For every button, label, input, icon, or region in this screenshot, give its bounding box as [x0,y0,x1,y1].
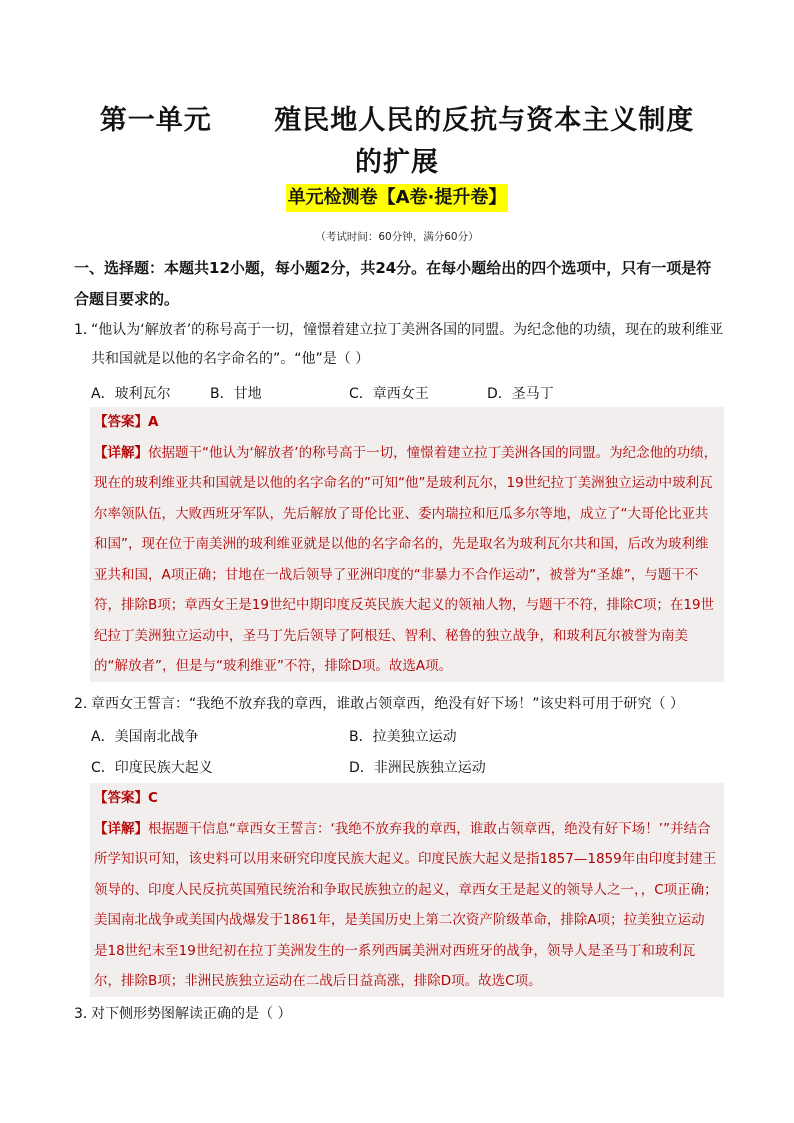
detail-paragraph [94,438,718,682]
answer-tag: 【答案】 [94,414,148,430]
answer-line [94,407,718,438]
answer-block-1 [90,407,724,682]
exam-time-note: （考试时间：60分钟，满分60分） [315,231,479,243]
page-title-line-1: 第一单元 殖民地人民的反抗与资本主义制度 [99,105,695,136]
question-number: 2． [74,696,97,712]
detail-tag: 【详解】 [94,820,148,837]
page-title-line-2: 的扩展 [355,147,439,178]
detail-tag: 【详解】 [94,444,148,461]
detail-paragraph [94,814,718,997]
question-2 [74,690,724,719]
option-a: A．美国南北战争 [91,729,199,745]
option-b: B．甘地 [210,386,262,402]
option-c: C．章西女王 [349,386,429,402]
question-stem: 对下侧形势图解读正确的是（ ） [91,1006,292,1022]
section-heading: 一、选择题：本题共12小题，每小题2分，共24分。在每小题给出的四个选项中，只有一项是符合题目要求的。 [74,259,712,308]
answer-line [94,783,718,814]
question-3 [74,1000,724,1029]
question-1 [74,316,724,374]
option-b: B．拉美独立运动 [349,729,457,745]
answer-value: A [148,414,159,430]
answer-tag: 【答案】 [94,790,148,806]
option-d: D．圣马丁 [487,386,554,402]
option-d: D．非洲民族独立运动 [349,760,486,776]
question-stem: 章西女王誓言：“我绝不放弃我的章西，谁敢占领章西，绝没有好下场！”该史料可用于研究（ ） [91,696,684,712]
question-number: 1． [74,322,97,338]
answer-block-2 [90,783,724,997]
question-stem: “他认为‘解放者’的称号高于一切，憧憬着建立拉丁美洲各国的同盟。为纪念他的功绩，现在的玻利维亚共和国就是以他的名字命名的”。“他”是（ ） [91,322,724,367]
detail-text: 根据题干信息“章西女王誓言：‘我绝不放弃我的章西，谁敢占领章西，绝没有好下场！’”并结合所学知识可知，该史料可以用来研究印度民族大起义。印度民族大起义是指1857—1859年由印度封建王领导的、印度人民反抗英国殖民统治和争取民族独立的起义，章西女王是起义的领导人之一，，C项正确；美国南北战争或美国内战爆发于1861年，是美国历史上第二次资产阶级革命，排除A项；拉美独立运动是18世纪末至19世纪初在拉丁美洲发生的一系列西属美洲对西班牙的战争，领导人是圣马丁和玻利瓦尔，排除B项；非洲民族独立运动在二战后日益高涨，排除D项。故选C项。 [94,820,718,989]
question-number: 3． [74,1006,97,1022]
answer-value: C [148,790,158,806]
subtitle-container [0,184,794,212]
detail-text: 依据题干“他认为‘解放者’的称号高于一切，憧憬着建立拉丁美洲各国的同盟。为纪念他的功绩，现在的玻利维亚共和国就是以他的名字命名的”可知“他”是玻利瓦尔，19世纪拉丁美洲独立运动中玻利瓦尔率领队伍，大败西班牙军队，先后解放了哥伦比亚、委内瑞拉和厄瓜多尔等地，成立了“大哥伦比亚共和国”，现在位于南美洲的玻利维亚就是以他的名字命名的，先是取名为玻利瓦尔共和国，后改为玻利维亚共和国，A项正确；甘地在一战后领导了亚洲印度的“非暴力不合作运动”，被誉为“圣雄”，与题干不符，排除B项；章西女王是19世纪中期印度反英民族大起义的领袖人物，与题干不符，排除C项；在19世纪拉丁美洲独立运动中，圣马丁先后领导了阿根廷、智利、秘鲁的独立战争，和玻利瓦尔被誉为南美的“解放者”，但是与“玻利维亚”不符，排除D项。故选A项。 [94,444,718,674]
option-a: A．玻利瓦尔 [91,386,171,402]
exam-subtitle: 单元检测卷【A卷·提升卷】 [286,184,509,212]
option-c: C．印度民族大起义 [91,760,213,776]
